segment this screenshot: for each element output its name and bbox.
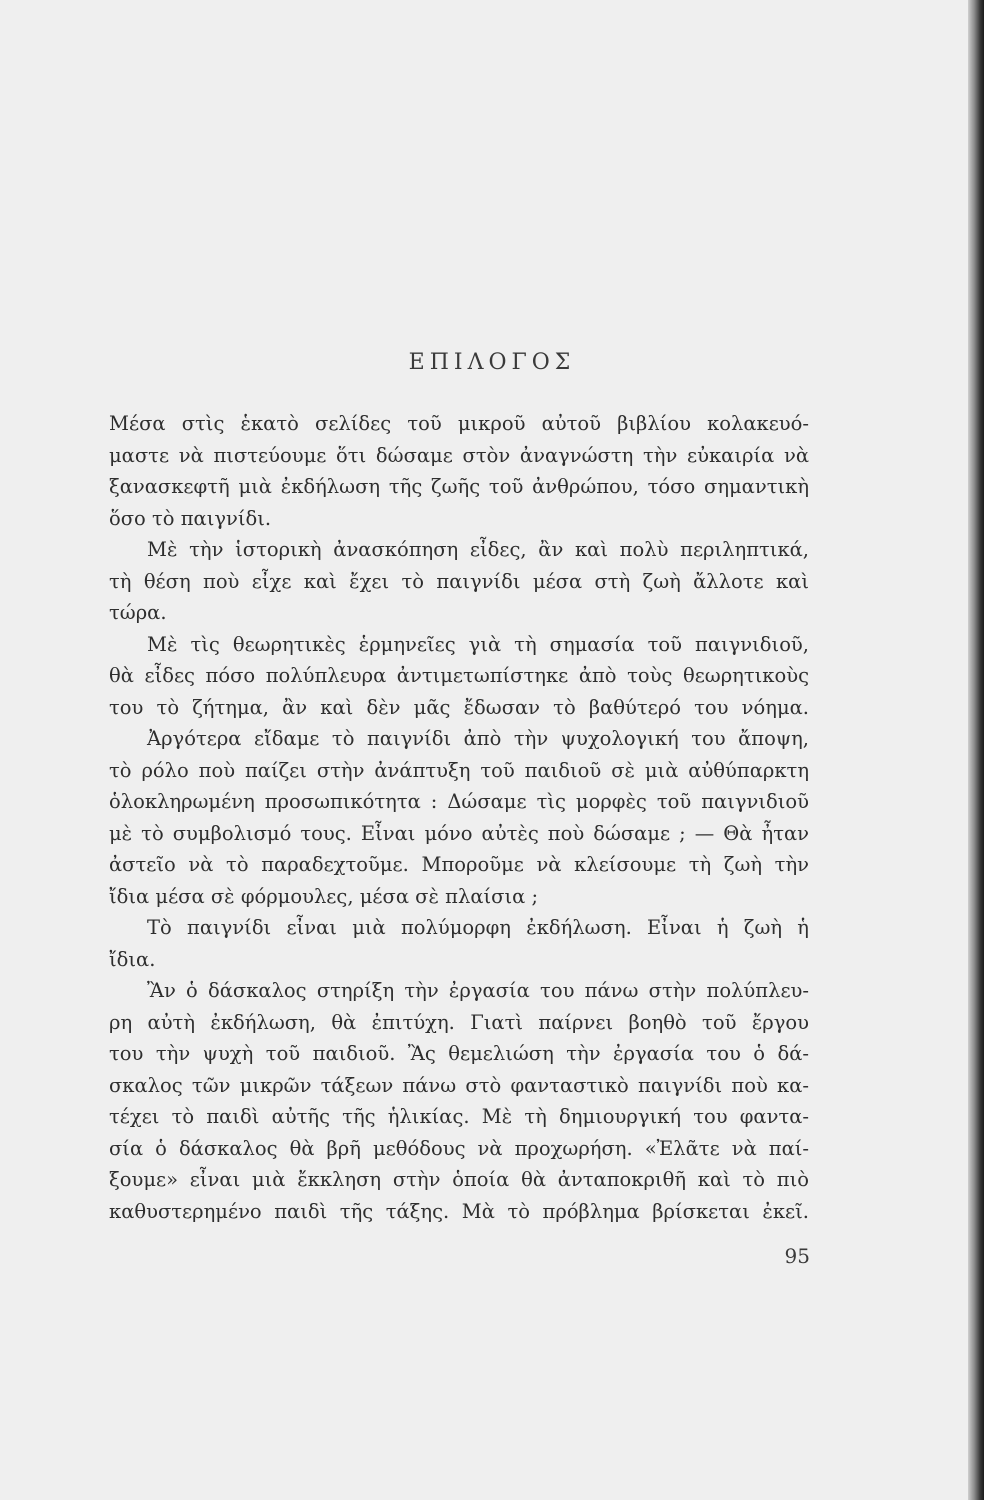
text-line: θὰ εἶδες πόσο πολύπλευρα ἀντιμετωπίστηκε ἀπὸ τοὺς θεωρητικοὺς xyxy=(109,664,809,687)
text-line: Ἀργότερα εἴδαμε τὸ παιγνίδι ἀπὸ τὴν ψυχολογική του ἄποψη, xyxy=(147,727,809,750)
text-line: Μέσα στὶς ἑκατὸ σελίδες τοῦ μικροῦ αὐτοῦ βιβλίου κολακευό- xyxy=(109,412,809,435)
text-line: μὲ τὸ συμβολισμό τους. Εἶναι μόνο αὐτὲς ποὺ δώσαμε ; — Θὰ ἦταν xyxy=(109,821,809,845)
book-gutter-shadow xyxy=(968,0,984,1500)
text-line: τέχει τὸ παιδὶ αὐτῆς τῆς ἡλικίας. Μὲ τὴ δημιουργική του φαντα- xyxy=(109,1105,809,1128)
chapter-title: ΕΠΙΛΟΓΟΣ xyxy=(408,350,576,375)
text-line: καθυστερημένο παιδὶ τῆς τάξης. Μὰ τὸ πρόβλημα βρίσκεται ἐκεῖ. xyxy=(109,1199,809,1223)
text-line: μαστε νὰ πιστεύουμε ὅτι δώσαμε στὸν ἀναγνώστη τὴν εὐκαιρία νὰ xyxy=(109,443,809,467)
text-line: σκαλος τῶν μικρῶν τάξεων πάνω στὸ φανταστικὸ παιγνίδι ποὺ κα- xyxy=(109,1073,809,1097)
text-line: του τὸ ζήτημα, ἂν καὶ δὲν μᾶς ἔδωσαν τὸ βαθύτερό του νόημα. xyxy=(109,695,809,719)
text-line: Μὲ τὶς θεωρητικὲς ἑρμηνεῖες γιὰ τὴ σημασία τοῦ παιγνιδιοῦ, xyxy=(147,632,809,656)
text-line: τὸ ρόλο ποὺ παίζει στὴν ἀνάπτυξη τοῦ παιδιοῦ σὲ μιὰ αὐθύπαρκτη xyxy=(109,758,809,782)
text-line: ὁλοκληρωμένη προσωπικότητα : Δώσαμε τὶς μορφὲς τοῦ παιγνιδιοῦ xyxy=(109,790,809,813)
text-line: σία ὁ δάσκαλος θὰ βρῆ μεθόδους νὰ προχωρήση. «Ἐλᾶτε νὰ παί- xyxy=(109,1136,809,1160)
text-line: Τὸ παιγνίδι εἶναι μιὰ πολύμορφη ἐκδήλωση. Εἶναι ἡ ζωὴ ἡ xyxy=(147,916,809,939)
text-line: ξανασκεφτῆ μιὰ ἐκδήλωση τῆς ζωῆς τοῦ ἀνθρώπου, τόσο σημαντικὴ xyxy=(109,475,809,498)
text-line: ἴδια μέσα σὲ φόρμουλες, μέσα σὲ πλαίσια ; xyxy=(109,884,539,908)
page-number: 95 xyxy=(784,1244,810,1268)
text-line: τὴ θέση ποὺ εἶχε καὶ ἔχει τὸ παιγνίδι μέσα στὴ ζωὴ ἄλλοτε καὶ xyxy=(109,569,809,593)
text-line: Ἂν ὁ δάσκαλος στηρίξη τὴν ἐργασία του πάνω στὴν πολύπλευ- xyxy=(147,979,809,1002)
text-line: ἀστεῖο νὰ τὸ παραδεχτοῦμε. Μποροῦμε νὰ κλείσουμε τὴ ζωὴ τὴν xyxy=(109,853,809,876)
text-line: ρη αὐτὴ ἐκδήλωση, θὰ ἐπιτύχη. Γιατὶ παίρνει βοηθὸ τοῦ ἔργου xyxy=(109,1010,809,1034)
text-line: ὅσο τὸ παιγνίδι. xyxy=(109,506,272,530)
text-line: του τὴν ψυχὴ τοῦ παιδιοῦ. Ἂς θεμελιώση τὴν ἐργασία του ὁ δά- xyxy=(109,1042,809,1065)
text-line: Μὲ τὴν ἱστορικὴ ἀνασκόπηση εἶδες, ἂν καὶ πολὺ περιληπτικά, xyxy=(147,538,809,561)
text-line: ἴδια. xyxy=(109,947,156,971)
body-text xyxy=(109,408,809,1227)
text-line: ξουμε» εἶναι μιὰ ἔκκληση στὴν ὁποία θὰ ἀνταποκριθῆ καὶ τὸ πιὸ xyxy=(109,1168,809,1191)
text-line: τώρα. xyxy=(109,601,167,624)
